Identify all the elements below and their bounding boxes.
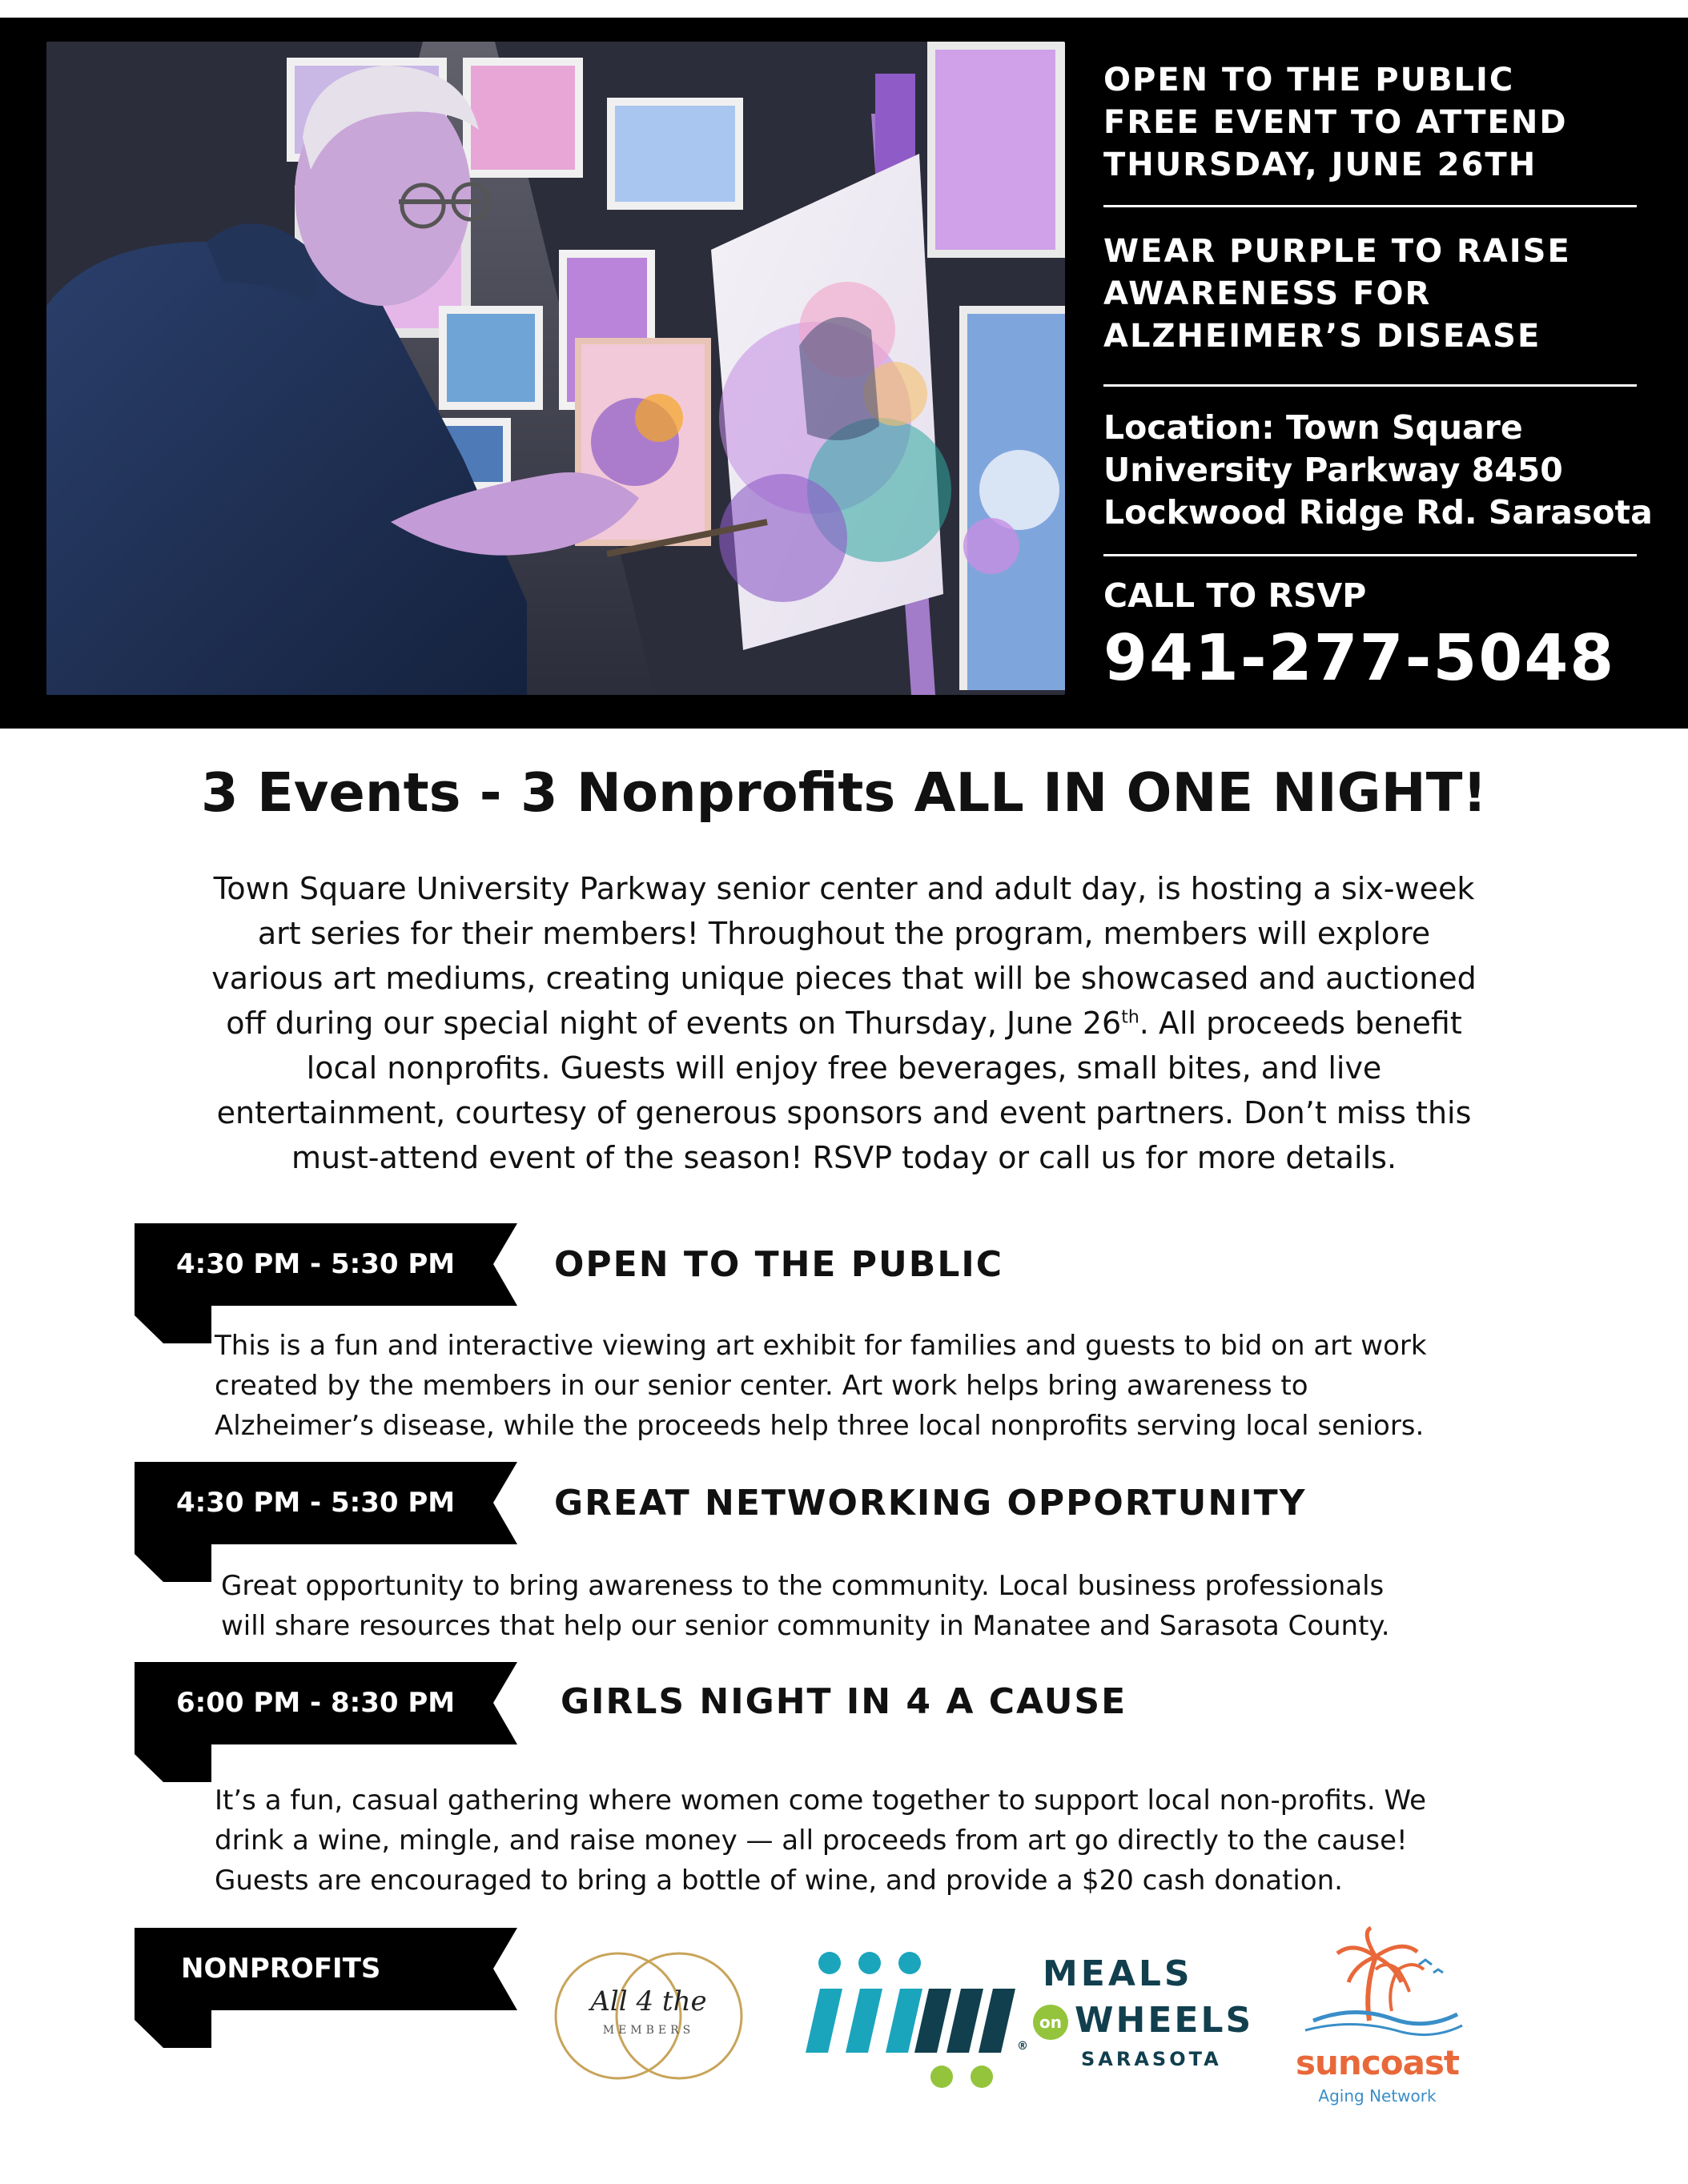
- divider: [1103, 554, 1637, 556]
- intro-line-part: off during our special night of events on Thursday, June 26: [226, 1006, 1122, 1041]
- mow-registered-mark: ®: [1017, 2040, 1028, 2053]
- artist-photo: [46, 42, 1065, 695]
- event-title: OPEN TO THE PUBLIC: [554, 1244, 1004, 1285]
- intro-line: must-attend event of the season! RSVP today or call us for more details.: [291, 1140, 1397, 1175]
- palm-tree-logo: [1281, 1925, 1473, 2045]
- mow-wheels-text: WHEELS: [1075, 2000, 1254, 2041]
- meals-on-wheels-mark-icon: [793, 1949, 1033, 2101]
- all4-small-text: MEMBERS: [602, 2024, 695, 2037]
- event-description-line: Great opportunity to bring awareness to the community. Local business professionals: [221, 1570, 1385, 1602]
- info-awareness: AWARENESS FOR: [1103, 275, 1432, 312]
- intro-line-part: . All proceeds benefit: [1139, 1006, 1462, 1041]
- event-description: [215, 1326, 1427, 1446]
- divider: [1103, 205, 1637, 207]
- info-wear-purple: WEAR PURPLE TO RAISE: [1103, 233, 1571, 270]
- event-description: [221, 1566, 1390, 1646]
- intro-line: Town Square University Parkway senior center and adult day, is hosting a six-week: [213, 871, 1475, 906]
- divider: [1103, 384, 1637, 387]
- event-time: 6:00 PM - 8:30 PM: [176, 1687, 456, 1719]
- suncoast-name: suncoast: [1296, 2043, 1459, 2082]
- mow-meals-text: MEALS: [1043, 1953, 1193, 1994]
- intro-line: various art mediums, creating unique pieces that will be showcased and auctioned: [211, 961, 1477, 996]
- event-title: GIRLS NIGHT IN 4 A CAUSE: [561, 1681, 1127, 1722]
- event-time: 4:30 PM - 5:30 PM: [176, 1487, 456, 1519]
- intro-superscript: th: [1121, 1007, 1139, 1028]
- rsvp-phone-number[interactable]: 941-277-5048: [1103, 621, 1616, 695]
- nonprofits-label: NONPROFITS: [181, 1953, 381, 1985]
- event-description-line: This is a fun and interactive viewing art exhibit for families and guests to bid on art work: [215, 1330, 1427, 1362]
- artist-painting-illustration: [46, 42, 1065, 695]
- info-open-public: OPEN TO THE PUBLIC: [1103, 62, 1515, 98]
- location-line: University Parkway 8450: [1103, 451, 1563, 489]
- all4-script-text: All 4 the: [590, 1985, 707, 2017]
- intro-line: [64, 1001, 1624, 1046]
- intro-paragraph: [64, 866, 1624, 1180]
- suncoast-subtitle: Aging Network: [1318, 2086, 1437, 2106]
- event-summary: [1103, 59, 1637, 187]
- nonprofits-tag: [135, 1928, 519, 2080]
- info-date: THURSDAY, JUNE 26TH: [1103, 147, 1537, 183]
- event-time: 4:30 PM - 5:30 PM: [176, 1248, 456, 1280]
- event-description-line: It’s a fun, casual gathering where women come together to support local non-profits. We: [215, 1785, 1426, 1817]
- location-line: Lockwood Ridge Rd. Sarasota: [1103, 493, 1653, 532]
- intro-line: entertainment, courtesy of generous sponsors and event partners. Don’t miss this: [216, 1095, 1472, 1130]
- info-alzheimers: ALZHEIMER’S DISEASE: [1103, 318, 1541, 355]
- intro-line: local nonprofits. Guests will enjoy free beverages, small bites, and live: [306, 1050, 1382, 1086]
- event-description-line: created by the members in our senior center. Art work helps bring awareness to: [215, 1370, 1308, 1402]
- meals-on-wheels-logo: [793, 1949, 1257, 2101]
- info-free-event: FREE EVENT TO ATTEND: [1103, 104, 1568, 141]
- location-line: Location: Town Square: [1103, 408, 1523, 447]
- all4-rings-logo: [553, 1920, 745, 2112]
- location-block: [1103, 407, 1653, 534]
- event-description-line: drink a wine, mingle, and raise money — all proceeds from art go directly to the cause!: [215, 1825, 1408, 1857]
- rsvp-block: [1103, 576, 1637, 695]
- page-headline: 3 Events - 3 Nonprofits ALL IN ONE NIGHT!: [201, 761, 1487, 824]
- intro-line: art series for their members! Throughout the program, members will explore: [257, 916, 1431, 951]
- suncoast-logo: [1281, 1925, 1473, 2109]
- mow-city-text: SARASOTA: [1081, 2048, 1222, 2070]
- event-title: GREAT NETWORKING OPPORTUNITY: [554, 1483, 1307, 1524]
- awareness-note: [1103, 231, 1637, 358]
- event-description-line: will share resources that help our senior community in Manatee and Sarasota County.: [221, 1610, 1390, 1642]
- event-description: [215, 1781, 1426, 1901]
- mow-on-badge: on: [1033, 2005, 1068, 2040]
- rsvp-label: CALL TO RSVP: [1103, 576, 1367, 615]
- event-description-line: Guests are encouraged to bring a bottle of wine, and provide a $20 cash donation.: [215, 1865, 1343, 1897]
- event-description-line: Alzheimer’s disease, while the proceeds help three local nonprofits serving local seniors.: [215, 1410, 1425, 1442]
- header-banner: [0, 18, 1688, 729]
